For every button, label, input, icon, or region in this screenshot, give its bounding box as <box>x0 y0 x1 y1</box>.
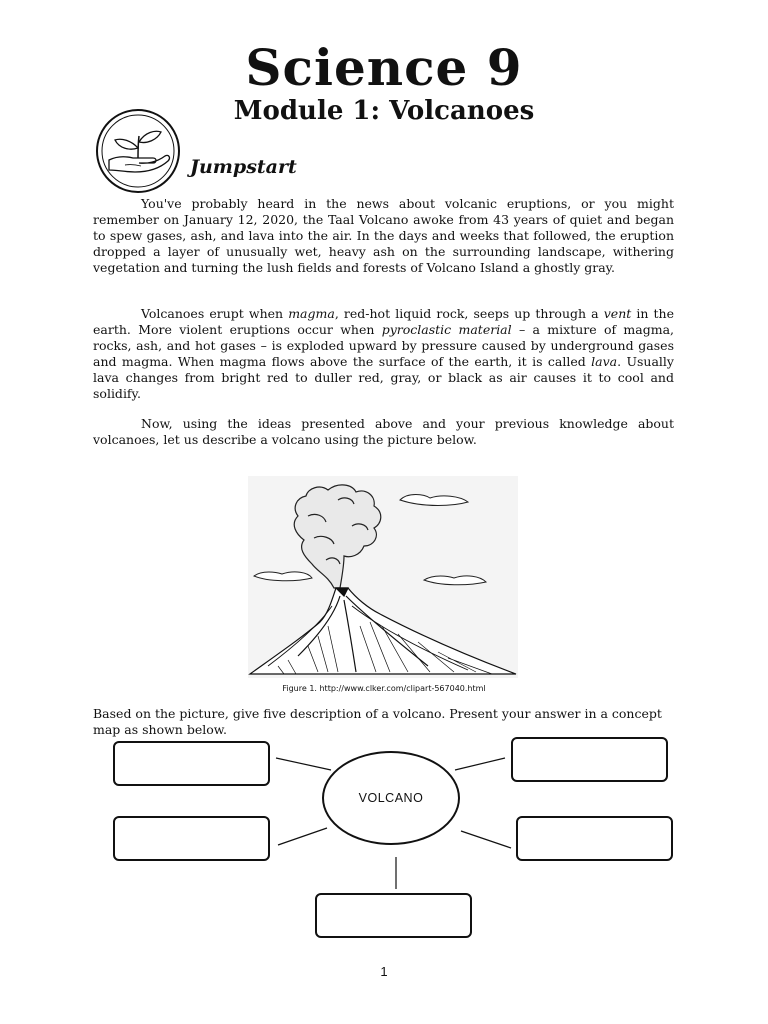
connector-line <box>276 758 331 770</box>
answer-box-4[interactable] <box>516 816 673 861</box>
section-heading-jumpstart: Jumpstart <box>190 156 297 178</box>
paragraph-task-intro <box>93 416 674 448</box>
paragraph-intro <box>93 196 674 276</box>
text-run: . Usually lava changes from bright red to duller red, gray, or black as air causes it to cool and solidify. <box>93 354 674 401</box>
text-run: Volcanoes erupt when <box>141 306 289 321</box>
term-pyroclastic-material: pyroclastic material <box>381 322 512 337</box>
answer-box-3[interactable] <box>113 816 270 861</box>
answer-box-1[interactable] <box>113 741 270 786</box>
page-number: 1 <box>380 964 388 979</box>
term-magma: magma <box>288 306 335 321</box>
answer-box-5[interactable] <box>315 893 472 938</box>
term-vent: vent <box>603 306 632 321</box>
page-title: Science 9 <box>245 38 523 97</box>
paragraph-intro-text: You've probably heard in the news about volcanic eruptions, or you might remember on January 12, 2020, the Taal Volcano awoke from 43 years of quiet and began to spew gases, ash, and lava into the air. In the days and weeks that followed, the eruption dropped a layer of unusually wet, heavy ash on the surrounding landscape, withering vegetation and turning the lush fields and forests of Volcano Island a ghostly gray. <box>93 196 674 275</box>
connector-line <box>455 758 505 770</box>
paragraph-task-intro-text: Now, using the ideas presented above and your previous knowledge about volcanoes, let us describe a volcano using the picture below. <box>93 416 674 447</box>
answer-box-2[interactable] <box>511 737 668 782</box>
term-lava: lava <box>591 354 618 369</box>
connector-line <box>278 828 327 845</box>
instruction-text: Based on the picture, give five description of a volcano. Present your answer in a concept map as shown below. <box>93 706 662 737</box>
volcano-illustration <box>248 476 518 678</box>
text-run: – a mixture of magma, rocks, ash, and hot gases – is exploded upward by pressure caused by underground gases and magma. When magma flows above the surface of the earth, it is called <box>93 322 675 369</box>
connector-line <box>461 831 511 848</box>
text-run: , red-hot liquid rock, seeps up through a <box>334 306 604 321</box>
paragraph-volcano-eruption <box>93 306 674 402</box>
center-node-label: VOLCANO <box>358 791 424 805</box>
module-title: Module 1: Volcanoes <box>233 96 535 126</box>
hand-holding-seedling-icon <box>95 108 181 194</box>
concept-map-center-node <box>322 751 460 845</box>
figure-caption: Figure 1. http://www.clker.com/clipart-567040.html <box>282 684 486 693</box>
text-run: in the earth. More violent eruptions occur when <box>93 306 675 337</box>
